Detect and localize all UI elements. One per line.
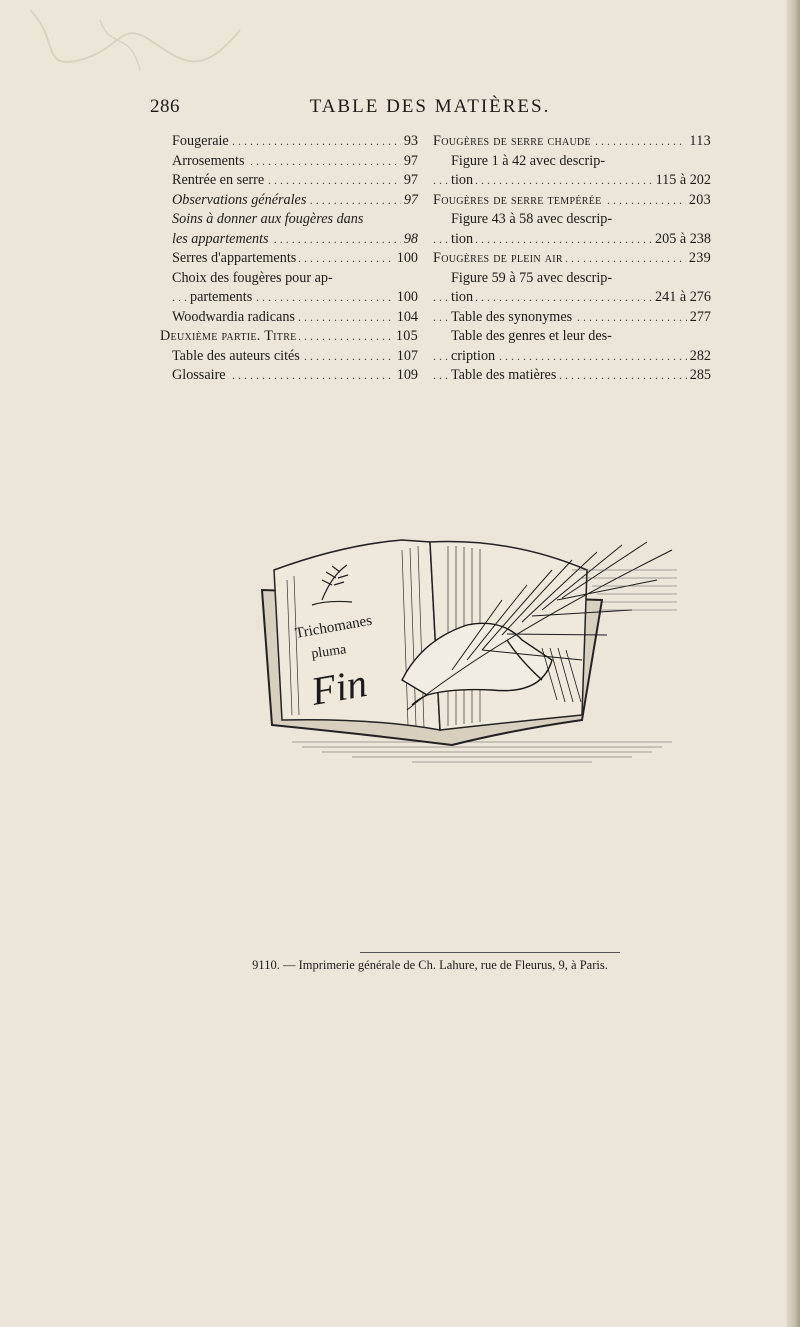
ground-hatching bbox=[292, 742, 672, 762]
running-title: TABLE DES MATIÈRES. bbox=[309, 96, 551, 117]
toc-entry-title: Fougeraie bbox=[172, 133, 229, 149]
toc-entry-page: 100 bbox=[394, 288, 418, 308]
page-edge-shadow bbox=[786, 0, 800, 1327]
toc-entry-page: 241 à 276 bbox=[652, 288, 711, 308]
toc-entry-title: Figure 1 à 42 avec descrip- bbox=[451, 152, 606, 169]
toc-entry bbox=[172, 366, 418, 386]
toc-entry-section bbox=[433, 249, 711, 269]
toc-left-column bbox=[160, 132, 418, 386]
book-word-fin: Fin bbox=[307, 659, 371, 714]
toc-entry-title: tion bbox=[451, 289, 474, 305]
toc-entry bbox=[433, 308, 711, 328]
toc-entry-page: 107 bbox=[394, 347, 418, 367]
toc-entry-title: Table des synonymes bbox=[451, 308, 573, 325]
toc-entry bbox=[433, 288, 711, 308]
toc-entry-page: 104 bbox=[394, 308, 418, 328]
toc-entry-title: Table des genres et leur des- bbox=[451, 328, 612, 344]
paper-stain bbox=[0, 0, 320, 110]
toc-entry bbox=[172, 249, 418, 269]
toc-entry bbox=[433, 327, 711, 347]
toc-entry bbox=[433, 230, 711, 250]
footer-rule bbox=[360, 952, 620, 953]
toc-entry-page: 109 bbox=[394, 366, 418, 386]
toc-entry-page: 282 bbox=[687, 347, 711, 367]
toc-entry-title: les appartements bbox=[172, 230, 269, 247]
toc-entry-page: 100 bbox=[394, 249, 418, 269]
toc-entry bbox=[172, 269, 418, 289]
toc-entry-page: 97 bbox=[401, 191, 418, 211]
book-word-trichomanes: Trichomanes bbox=[293, 612, 374, 642]
toc-entry bbox=[433, 152, 711, 172]
toc-entry-title: Fougères de serre chaude bbox=[433, 133, 591, 149]
toc-entry bbox=[172, 288, 418, 308]
toc-entry-title: Choix des fougères pour ap- bbox=[172, 269, 333, 286]
toc-entry bbox=[433, 269, 711, 289]
toc-entry bbox=[172, 132, 418, 152]
toc-entry bbox=[172, 191, 418, 211]
page-header bbox=[150, 96, 710, 122]
toc-entry-page: 97 bbox=[401, 171, 418, 191]
book-word-pluma: pluma bbox=[310, 642, 348, 662]
toc-entry-title: Fougères de plein air bbox=[433, 250, 563, 266]
toc-entry bbox=[172, 210, 418, 230]
page-number: 286 bbox=[150, 96, 180, 117]
toc-entry-title: partements bbox=[190, 289, 253, 305]
toc-entry-page: 277 bbox=[687, 308, 711, 328]
toc-entry-page: 93 bbox=[401, 132, 418, 152]
toc-entry-page: 115 à 202 bbox=[653, 171, 711, 191]
toc-entry-section bbox=[433, 191, 711, 211]
toc-entry-page: 205 à 238 bbox=[652, 230, 711, 250]
toc-entry bbox=[433, 210, 711, 230]
toc-entry-title: Woodwardia radicans bbox=[172, 308, 295, 325]
toc-entry-page: 97 bbox=[401, 152, 418, 172]
toc-entry-page: 98 bbox=[401, 230, 418, 250]
toc-entry-title: Fougères de serre tempérée bbox=[433, 191, 602, 208]
toc-entry-section bbox=[433, 132, 711, 152]
toc-entry-title: tion bbox=[451, 230, 474, 247]
toc-entry-page: 203 bbox=[686, 191, 711, 211]
toc-entry-page: 239 bbox=[686, 249, 711, 269]
toc-entry bbox=[433, 347, 711, 367]
toc-entry bbox=[433, 171, 711, 191]
toc-entry bbox=[433, 366, 711, 386]
toc-entry bbox=[172, 308, 418, 328]
toc-entry-title: cription bbox=[451, 347, 496, 364]
toc-entry-title: Rentrée en serre bbox=[172, 172, 265, 188]
toc-entry-page: 113 bbox=[686, 132, 711, 152]
toc-entry-page: 105 bbox=[393, 327, 418, 347]
toc-entry-title: Glossaire bbox=[172, 367, 226, 383]
toc-entry-title: Soins à donner aux fougères dans bbox=[172, 211, 364, 227]
toc-entry-title: Observations générales bbox=[172, 191, 307, 208]
toc-entry-title: Figure 59 à 75 avec descrip- bbox=[451, 269, 613, 286]
toc-entry-title: Arrosements bbox=[172, 152, 245, 169]
toc-entry-title: Table des auteurs cités bbox=[172, 347, 300, 364]
toc-right-column bbox=[433, 132, 711, 386]
printer-imprint: 9110. — Imprimerie générale de Ch. Lahure, rue de Fleurus, 9, à Paris. bbox=[252, 958, 608, 972]
toc-entry-title: Table des matières bbox=[451, 367, 557, 383]
toc-entry bbox=[172, 230, 418, 250]
toc-entry-title: tion bbox=[451, 172, 474, 188]
toc-entry-part bbox=[160, 327, 418, 347]
toc-entry bbox=[172, 171, 418, 191]
toc-entry bbox=[172, 347, 418, 367]
toc-entry-page: 285 bbox=[687, 366, 711, 386]
toc-entry-title: Serres d'appartements bbox=[172, 250, 297, 266]
toc-entry-title: Figure 43 à 58 avec descrip- bbox=[451, 211, 613, 227]
toc-entry bbox=[172, 152, 418, 172]
toc-entry-title: Deuxième partie. Titre bbox=[160, 328, 297, 344]
open-book-engraving bbox=[252, 530, 692, 775]
